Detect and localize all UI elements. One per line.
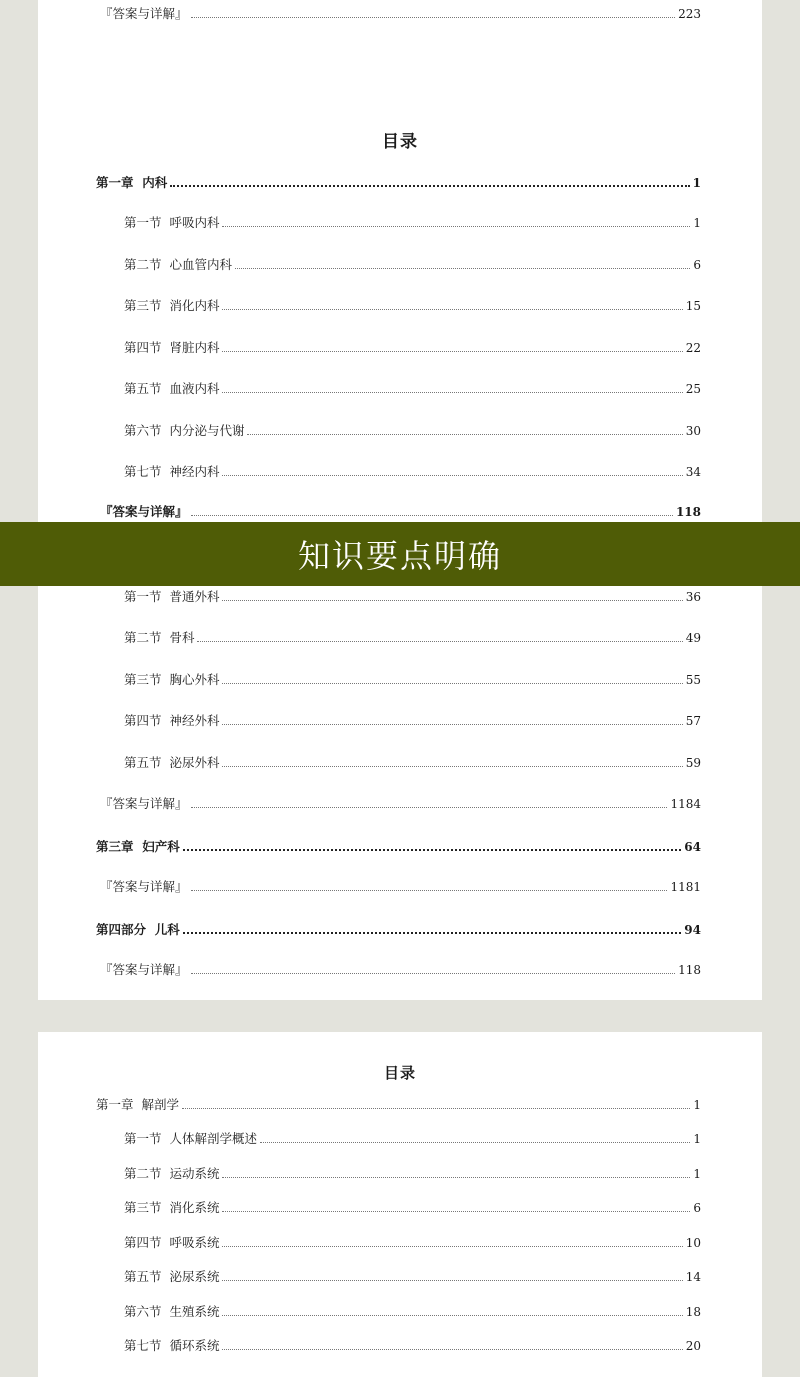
toc-entry-section — [38, 1129, 762, 1149]
toc-leader-dots — [183, 919, 682, 934]
toc-leader-dots — [222, 213, 690, 227]
toc-entry-section — [38, 1164, 762, 1184]
toc-entry-page: 6 — [693, 1201, 701, 1215]
toc-entry-answer — [38, 960, 762, 980]
toc-entry-page: 30 — [685, 424, 701, 438]
toc-entry-label: 『答案与详解』 — [100, 962, 188, 977]
toc-entry-section — [38, 628, 762, 648]
toc-leader-dots — [222, 1336, 682, 1350]
toc-entry-page: 59 — [685, 756, 701, 770]
toc-leader-dots — [222, 711, 682, 725]
toc-entry-label: 第一章 内科 — [96, 175, 168, 190]
toc-entry-label: 『答案与详解』 — [100, 504, 188, 519]
toc-entry-page: 1 — [693, 1167, 701, 1181]
toc-entry-label: 第三节 消化内科 — [124, 298, 220, 313]
toc-entry-page: 64 — [684, 840, 701, 854]
toc-entry-label: 第五节 泌尿外科 — [124, 755, 220, 770]
toc-entry-section — [38, 587, 762, 607]
toc-leader-dots — [182, 1095, 690, 1109]
toc-entry-section — [38, 296, 762, 316]
toc-entry-page: 34 — [685, 465, 701, 479]
toc-leader-dots — [170, 172, 689, 187]
toc-entry-label: 第七节 神经内科 — [124, 464, 220, 479]
toc-entry-chapter — [38, 919, 762, 939]
toc-leader-dots — [191, 794, 668, 808]
toc-leader-dots — [247, 421, 682, 435]
toc-leader-dots — [222, 296, 682, 310]
toc-entry-page: 49 — [685, 631, 701, 645]
toc-leader-dots — [191, 960, 676, 974]
toc-entry-section — [38, 1336, 762, 1356]
toc-leader-dots — [222, 753, 682, 767]
toc-leader-dots — [191, 877, 668, 891]
toc-title: 目录 — [382, 132, 418, 152]
toc-entry-page: 55 — [685, 673, 701, 687]
toc-entry-label: 第三节 胸心外科 — [124, 672, 220, 687]
toc-leader-dots — [222, 1164, 690, 1178]
toc-entry-label: 『答案与详解』 — [100, 796, 188, 811]
toc-entry-label: 第四部分 儿科 — [96, 922, 180, 937]
toc-entry-label: 第六节 内分泌与代谢 — [124, 423, 245, 438]
toc-entry-label: 第二节 运动系统 — [124, 1166, 220, 1181]
toc-leader-dots — [222, 1198, 690, 1212]
toc-entry-section — [38, 379, 762, 399]
toc-entry-section — [38, 1302, 762, 1322]
toc-entry-section — [38, 1198, 762, 1218]
banner-text: 知识要点明确 — [297, 537, 502, 575]
toc-entry-label: 第一章 解剖学 — [96, 1097, 179, 1112]
toc-entry-page: 1 — [693, 216, 701, 230]
toc-entry-page: 36 — [685, 590, 701, 604]
toc-entry-chapter — [38, 172, 762, 192]
toc-leader-dots — [191, 4, 676, 18]
toc-entry-page: 1181 — [670, 880, 701, 894]
toc-leader-dots — [235, 255, 690, 269]
toc-entry-label: 第七节 循环系统 — [124, 1338, 220, 1353]
toc-entry-section — [38, 338, 762, 358]
toc-entry-section — [38, 670, 762, 690]
toc-entry-section — [38, 421, 762, 441]
toc-entry-page: 118 — [678, 963, 701, 977]
toc-entry-page: 57 — [685, 714, 701, 728]
toc-entry-label: 第一节 呼吸内科 — [124, 215, 220, 230]
toc-entry-section — [38, 213, 762, 233]
toc-entry-label: 第二节 骨科 — [124, 630, 195, 645]
toc-leader-dots — [222, 462, 682, 476]
toc-entry-label: 第四节 呼吸系统 — [124, 1235, 220, 1250]
toc-page-top — [38, 0, 762, 522]
toc-entry-page: 25 — [685, 382, 701, 396]
toc-entry-answer — [38, 4, 762, 24]
toc-entry-label: 第五节 血液内科 — [124, 381, 220, 396]
toc-entry-label: 『答案与详解』 — [100, 6, 188, 21]
toc-leader-dots — [222, 1302, 682, 1316]
toc-entry-page: 20 — [685, 1339, 701, 1353]
toc-leader-dots — [222, 379, 682, 393]
toc-entry-section — [38, 753, 762, 773]
toc-entry-page: 10 — [685, 1236, 701, 1250]
toc-entry-answer — [38, 877, 762, 897]
toc-entry-label: 第二节 心血管内科 — [124, 257, 232, 272]
toc-entry-label: 第四节 神经外科 — [124, 713, 220, 728]
toc-entry-section — [38, 711, 762, 731]
toc-entry-section — [38, 462, 762, 482]
toc-entry-page: 15 — [685, 299, 701, 313]
toc-entry-page: 94 — [684, 923, 701, 937]
toc-leader-dots — [183, 836, 682, 851]
toc-entry-page: 6 — [693, 258, 701, 272]
toc-entry-label: 第五节 泌尿系统 — [124, 1269, 220, 1284]
toc-entry-page: 1 — [693, 1132, 701, 1146]
toc-entry-label: 『答案与详解』 — [100, 879, 188, 894]
toc-entry-page: 1 — [692, 176, 701, 190]
toc-entry-page: 118 — [675, 505, 701, 519]
toc-entry-page: 1184 — [670, 797, 701, 811]
toc-page-bottom — [38, 1032, 762, 1377]
toc-entry-label: 第一节 普通外科 — [124, 589, 220, 604]
toc-leader-dots — [197, 628, 682, 642]
toc-entry-page: 22 — [685, 341, 701, 355]
toc-entry-section — [38, 1233, 762, 1253]
toc-entry-section — [38, 255, 762, 275]
toc-entry-label: 第三章 妇产科 — [96, 839, 180, 854]
toc-leader-dots — [260, 1129, 690, 1143]
toc-entry-page: 1 — [693, 1098, 701, 1112]
promo-banner — [0, 522, 800, 586]
toc-entry-answer — [38, 794, 762, 814]
toc-leader-dots — [222, 1267, 682, 1281]
toc-entry-label: 第一节 人体解剖学概述 — [124, 1131, 257, 1146]
toc-entry-chapter — [38, 1095, 762, 1115]
toc-title: 目录 — [383, 1064, 416, 1082]
toc-entry-page: 18 — [685, 1305, 701, 1319]
toc-leader-dots — [222, 587, 682, 601]
toc-leader-dots — [191, 502, 673, 516]
toc-leader-dots — [222, 338, 682, 352]
toc-leader-dots — [222, 670, 682, 684]
toc-entry-page: 223 — [678, 7, 701, 21]
toc-entry-page: 14 — [685, 1270, 701, 1284]
toc-page-middle — [38, 586, 762, 1000]
toc-entry-section — [38, 1267, 762, 1287]
toc-entry-answer — [38, 502, 762, 522]
toc-entry-label: 第三节 消化系统 — [124, 1200, 220, 1215]
toc-entry-chapter — [38, 836, 762, 856]
toc-entry-label: 第四节 肾脏内科 — [124, 340, 220, 355]
toc-leader-dots — [222, 1233, 682, 1247]
toc-entry-label: 第六节 生殖系统 — [124, 1304, 220, 1319]
